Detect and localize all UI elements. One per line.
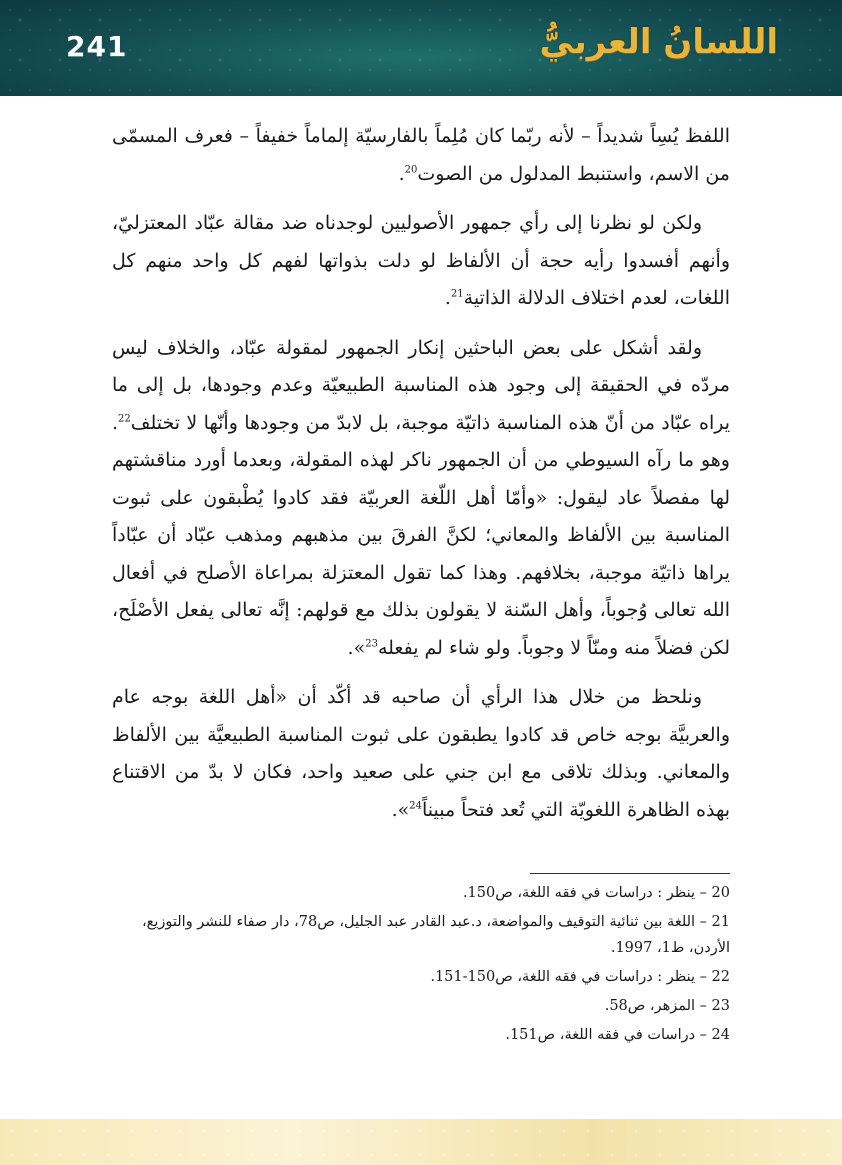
footnote-21: 21 – اللغة بين ثنائية التوقيف والمواضعة، د.عبد القادر عبد الجليل، ص78، دار صفاء للنشر والتوزيع، الأردن، ط1، 1997. bbox=[141, 914, 730, 956]
page-number: 241 bbox=[66, 30, 128, 63]
paragraph-3 bbox=[112, 330, 730, 668]
main-text bbox=[112, 118, 730, 841]
paragraph-1-end: . bbox=[398, 162, 405, 185]
paragraph-1 bbox=[112, 118, 730, 193]
paragraph-4 bbox=[112, 679, 730, 829]
footnote-ref-23: 23 bbox=[365, 638, 378, 650]
footnotes bbox=[112, 880, 730, 1051]
footnote-24: 24 – دراسات في فقه اللغة، ص151. bbox=[505, 1027, 730, 1043]
paragraph-4-end: ». bbox=[391, 798, 410, 821]
journal-logo: اللسانُ العربيُّ bbox=[539, 22, 778, 62]
footnote-ref-21: 21 bbox=[450, 288, 464, 300]
paragraph-3-end: ». bbox=[347, 636, 366, 659]
paragraph-4-text: ونلحظ من خلال هذا الرأي أن صاحبه قد أكّد أن «أهل اللغة بوجه عام والعربيَّة بوجه خاص قد كادوا يطبقون على ثبوت المناسبة الطبيعيَّة بين الألفاظ والمعاني. وبذلك تلاقى مع ابن جني على صعيد واحد، فكان لا بدّ من الاقتناع بهذه الظاهرة اللغويّة التي تُعد فتحاً مبيناً bbox=[112, 686, 730, 821]
paragraph-3-text-b: . وهو ما رآه السيوطي من أن الجمهور ناكر لهذه المقولة، وبعدما أورد مناقشتهم لها مفصلاً عاد ليقول: «وأمّا أهل اللّغة العربيّة فقد كادوا يُطْبقون على ثبوت المناسبة بين الألفاظ والمعاني؛ لكنَّ الفرقَ بين مذهبهم ومذهب عبّاد أن عبّاداً يراها ذاتيّة موجبة، بخلافهم. وهذا كما تقول المعتزلة بمراعاة الأصلح في أفعال الله تعالى وُجوباً، وأهل السّنة لا يقولون بذلك مع قولهم: إنَّه تعالى يفعل الأصْلَح، لكن فضلاً منه ومنّاً لا وجوباً. ولو شاء لم يفعله bbox=[112, 411, 730, 659]
paragraph-2-end: . bbox=[444, 287, 451, 309]
footnote-divider bbox=[530, 873, 730, 874]
footnote-ref-22: 22 bbox=[118, 413, 131, 425]
footnote-23: 23 – المزهر، ص58. bbox=[604, 998, 730, 1014]
footer-pattern bbox=[0, 1119, 842, 1165]
footnote-22: 22 – ينظر : دراسات في فقه اللغة، ص150-151. bbox=[430, 969, 730, 985]
footnote-ref-24: 24 bbox=[409, 800, 422, 812]
paragraph-2-text: ولكن لو نظرنا إلى رأي جمهور الأصوليين لوجدناه ضد مقالة عبّاد المعتزليّ، وأنهم أفسدوا رأيه حجة أن الألفاظ لو دلت بذواتها لفهم كل واحد منهم كل اللغات، لعدم اختلاف الدلالة الذاتية bbox=[112, 212, 730, 309]
paragraph-3-text-a: ولقد أشكل على بعض الباحثين إنكار الجمهور لمقولة عبّاد، والخلاف ليس مردّه في الحقيقة إلى وجود هذه المناسبة الطبيعيّة وعدم وجودها، بل إلى ما يراه عبّاد من أنّ هذه المناسبة ذاتيّة موجبة، بل لابدّ من وجودها وأنّها لا تختلف bbox=[112, 336, 730, 434]
footnote-ref-20: 20 bbox=[404, 164, 418, 176]
page-header bbox=[0, 0, 842, 96]
footnote-20: 20 – ينظر : دراسات في فقه اللغة، ص150. bbox=[462, 885, 730, 901]
paragraph-2 bbox=[112, 205, 730, 318]
page-footer bbox=[0, 1119, 842, 1165]
paragraph-1-text: اللفظ يُسِاً شديداً – لأنه ربّما كان مُلِماً بالفارسيّة إلماماً خفيفاً – فعرف المسمّى من الاسم، واستنبط المدلول من الصوت bbox=[112, 125, 730, 185]
